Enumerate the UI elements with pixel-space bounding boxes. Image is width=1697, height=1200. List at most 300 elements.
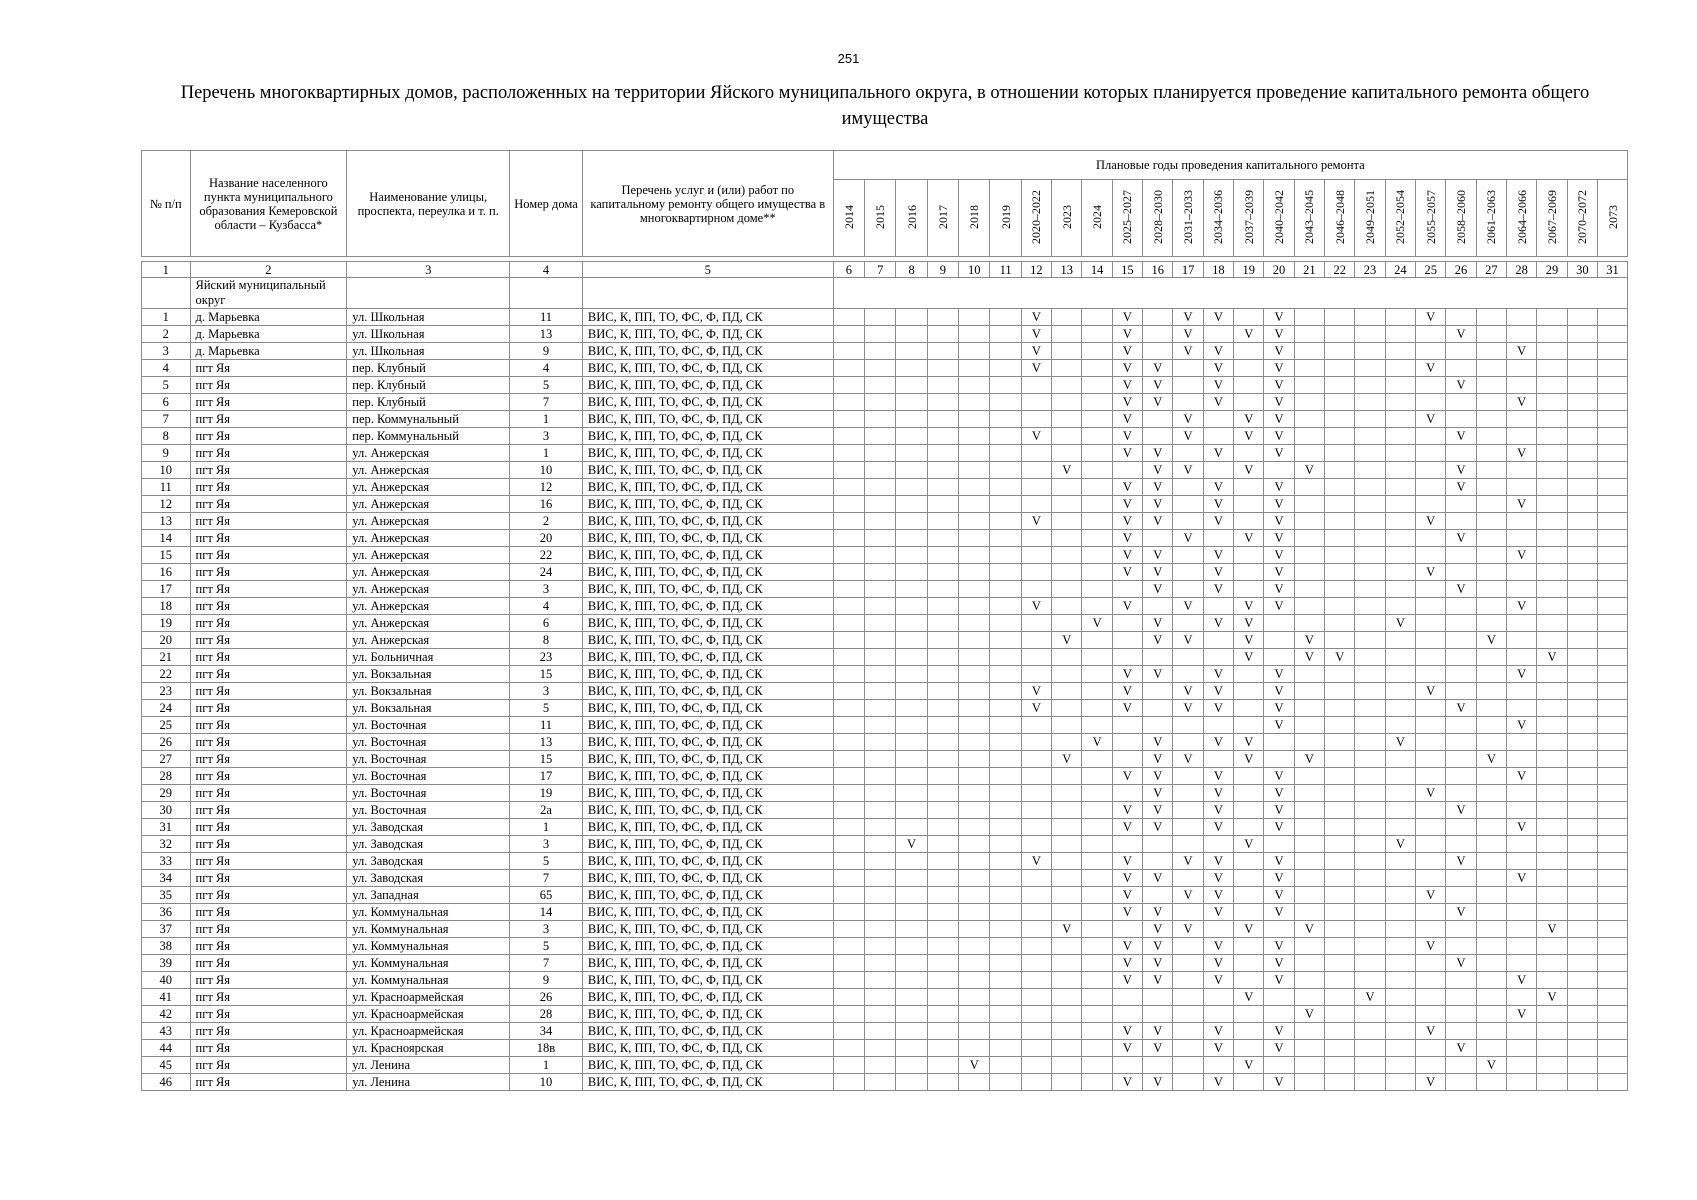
- row-number: 8: [142, 428, 191, 445]
- year-cell: [1355, 734, 1385, 751]
- street-cell: пер. Клубный: [347, 377, 510, 394]
- street-cell: пер. Клубный: [347, 360, 510, 377]
- street-cell: пер. Коммунальный: [347, 411, 510, 428]
- year-cell: [833, 989, 864, 1006]
- year-cell: [1234, 479, 1264, 496]
- year-cell: [865, 1040, 896, 1057]
- year-cell: [1021, 377, 1051, 394]
- year-cell: [1294, 428, 1324, 445]
- row-number: 35: [142, 887, 191, 904]
- row-number: 31: [142, 819, 191, 836]
- year-cell: [1385, 496, 1415, 513]
- year-cell: [1082, 479, 1112, 496]
- year-cell: [1112, 1006, 1142, 1023]
- settlement-cell: пгт Яя: [190, 445, 347, 462]
- services-cell: ВИС, К, ПП, ТО, ФС, Ф, ПД, СК: [582, 836, 833, 853]
- year-cell: [1173, 989, 1203, 1006]
- year-cell: [1476, 887, 1506, 904]
- street-cell: ул. Красноярская: [347, 1040, 510, 1057]
- year-cell: [1507, 904, 1537, 921]
- year-cell: [1294, 564, 1324, 581]
- year-cell: [1446, 445, 1476, 462]
- year-cell: [1082, 904, 1112, 921]
- year-cell: [896, 632, 927, 649]
- year-check-mark: V: [1234, 428, 1264, 445]
- year-cell: [1416, 479, 1446, 496]
- year-cell: [1355, 394, 1385, 411]
- year-cell: [865, 377, 896, 394]
- house-number-cell: 15: [510, 751, 583, 768]
- year-cell: [927, 547, 958, 564]
- year-cell: [1476, 564, 1506, 581]
- year-cell: [1567, 326, 1597, 343]
- house-number-cell: 3: [510, 428, 583, 445]
- year-cell: [1355, 564, 1385, 581]
- year-check-mark: V: [1052, 462, 1082, 479]
- year-cell: [1537, 547, 1567, 564]
- year-check-mark: V: [1234, 462, 1264, 479]
- year-check-mark: V: [1112, 445, 1142, 462]
- year-cell: [833, 581, 864, 598]
- year-cell: [990, 411, 1021, 428]
- year-cell: [1598, 802, 1628, 819]
- year-check-mark: V: [1507, 598, 1537, 615]
- year-cell: [1294, 513, 1324, 530]
- services-cell: ВИС, К, ПП, ТО, ФС, Ф, ПД, СК: [582, 989, 833, 1006]
- year-cell: [1294, 819, 1324, 836]
- year-cell: [1021, 870, 1051, 887]
- year-cell: [1507, 887, 1537, 904]
- year-cell: [1537, 683, 1567, 700]
- year-cell: [1476, 989, 1506, 1006]
- year-check-mark: V: [1203, 309, 1233, 326]
- year-cell: [1021, 1074, 1051, 1091]
- services-cell: ВИС, К, ПП, ТО, ФС, Ф, ПД, СК: [582, 870, 833, 887]
- year-cell: [990, 734, 1021, 751]
- services-cell: ВИС, К, ПП, ТО, ФС, Ф, ПД, СК: [582, 802, 833, 819]
- year-check-mark: V: [1143, 513, 1173, 530]
- year-check-mark: V: [1507, 819, 1537, 836]
- year-cell: [1446, 564, 1476, 581]
- year-cell: [1537, 1023, 1567, 1040]
- year-check-mark: V: [1203, 564, 1233, 581]
- street-cell: пер. Клубный: [347, 394, 510, 411]
- house-number-cell: 12: [510, 479, 583, 496]
- header-year-label: 2025–2027: [1120, 189, 1135, 244]
- year-cell: [1476, 496, 1506, 513]
- year-cell: [1325, 836, 1355, 853]
- year-cell: [1112, 836, 1142, 853]
- year-cell: [1507, 615, 1537, 632]
- house-number-cell: 15: [510, 666, 583, 683]
- year-cell: [1416, 700, 1446, 717]
- header-year: [959, 180, 990, 257]
- year-cell: [1082, 411, 1112, 428]
- house-number-cell: 11: [510, 717, 583, 734]
- year-cell: [833, 513, 864, 530]
- year-cell: [1507, 802, 1537, 819]
- year-cell: [1021, 1023, 1051, 1040]
- year-check-mark: V: [1416, 938, 1446, 955]
- year-cell: [865, 717, 896, 734]
- services-cell: ВИС, К, ПП, ТО, ФС, Ф, ПД, СК: [582, 615, 833, 632]
- year-cell: [896, 394, 927, 411]
- year-cell: [1021, 717, 1051, 734]
- year-cell: [1416, 1040, 1446, 1057]
- year-cell: [1385, 870, 1415, 887]
- table-row: [142, 377, 1628, 394]
- year-check-mark: V: [1203, 343, 1233, 360]
- year-cell: [1355, 309, 1385, 326]
- year-cell: [1476, 615, 1506, 632]
- header-year: [1264, 180, 1294, 257]
- settlement-cell: пгт Яя: [190, 581, 347, 598]
- house-number-cell: 28: [510, 1006, 583, 1023]
- year-cell: [1567, 581, 1597, 598]
- year-cell: [1507, 1040, 1537, 1057]
- year-cell: [1446, 819, 1476, 836]
- year-cell: [1446, 666, 1476, 683]
- year-check-mark: V: [1143, 564, 1173, 581]
- year-cell: [1143, 853, 1173, 870]
- year-cell: [1507, 377, 1537, 394]
- year-cell: [1446, 513, 1476, 530]
- year-cell: [896, 615, 927, 632]
- year-cell: [1476, 377, 1506, 394]
- year-cell: [1294, 938, 1324, 955]
- year-cell: [1173, 802, 1203, 819]
- year-cell: [1355, 1057, 1385, 1074]
- year-check-mark: V: [959, 1057, 990, 1074]
- year-cell: [896, 989, 927, 1006]
- services-cell: ВИС, К, ПП, ТО, ФС, Ф, ПД, СК: [582, 751, 833, 768]
- year-cell: [959, 428, 990, 445]
- year-cell: [1567, 768, 1597, 785]
- year-cell: [1112, 1057, 1142, 1074]
- year-cell: [896, 479, 927, 496]
- year-cell: [1173, 479, 1203, 496]
- settlement-cell: пгт Яя: [190, 513, 347, 530]
- year-cell: [1385, 411, 1415, 428]
- year-check-mark: V: [1203, 377, 1233, 394]
- year-cell: [896, 360, 927, 377]
- year-cell: [1021, 989, 1051, 1006]
- year-cell: [1294, 717, 1324, 734]
- year-cell: [1203, 530, 1233, 547]
- year-check-mark: V: [1021, 598, 1051, 615]
- row-number: 3: [142, 343, 191, 360]
- year-cell: [896, 598, 927, 615]
- settlement-cell: пгт Яя: [190, 615, 347, 632]
- year-cell: [1052, 343, 1082, 360]
- year-cell: [1325, 411, 1355, 428]
- year-cell: [1567, 615, 1597, 632]
- year-cell: [1476, 921, 1506, 938]
- year-cell: [1052, 955, 1082, 972]
- row-number: 11: [142, 479, 191, 496]
- year-check-mark: V: [1173, 309, 1203, 326]
- settlement-cell: д. Марьевка: [190, 343, 347, 360]
- year-cell: [1234, 683, 1264, 700]
- table-row: [142, 326, 1628, 343]
- year-cell: [1507, 734, 1537, 751]
- header-year-label: 2061–2063: [1484, 189, 1499, 244]
- year-check-mark: V: [1203, 581, 1233, 598]
- year-cell: [990, 479, 1021, 496]
- year-cell: [1234, 853, 1264, 870]
- year-cell: [1476, 972, 1506, 989]
- year-cell: [990, 802, 1021, 819]
- year-cell: [1294, 904, 1324, 921]
- year-check-mark: V: [1416, 309, 1446, 326]
- section-label: Яйский муниципальный округ: [190, 278, 347, 309]
- year-cell: [927, 1074, 958, 1091]
- year-cell: [1173, 938, 1203, 955]
- house-number-cell: 5: [510, 853, 583, 870]
- column-number: 7: [865, 262, 896, 278]
- year-cell: [1507, 632, 1537, 649]
- year-cell: [1203, 649, 1233, 666]
- row-number: 23: [142, 683, 191, 700]
- services-cell: ВИС, К, ПП, ТО, ФС, Ф, ПД, СК: [582, 683, 833, 700]
- street-cell: ул. Больничная: [347, 649, 510, 666]
- year-cell: [1476, 1040, 1506, 1057]
- year-check-mark: V: [1173, 700, 1203, 717]
- year-cell: [959, 530, 990, 547]
- header-year-label: 2014: [841, 204, 856, 229]
- year-cell: [1294, 887, 1324, 904]
- year-cell: [1567, 377, 1597, 394]
- year-cell: [1234, 1006, 1264, 1023]
- year-cell: [1355, 717, 1385, 734]
- row-number: 7: [142, 411, 191, 428]
- year-cell: [865, 326, 896, 343]
- year-check-mark: V: [1143, 496, 1173, 513]
- year-cell: [1082, 632, 1112, 649]
- year-check-mark: V: [1112, 513, 1142, 530]
- year-cell: [1082, 496, 1112, 513]
- header-year: [1416, 180, 1446, 257]
- year-cell: [865, 666, 896, 683]
- year-check-mark: V: [1234, 751, 1264, 768]
- house-number-cell: 3: [510, 921, 583, 938]
- year-cell: [865, 343, 896, 360]
- year-cell: [1507, 530, 1537, 547]
- house-number-cell: 1: [510, 445, 583, 462]
- year-cell: [1355, 887, 1385, 904]
- services-cell: ВИС, К, ПП, ТО, ФС, Ф, ПД, СК: [582, 785, 833, 802]
- year-check-mark: V: [1264, 564, 1294, 581]
- year-check-mark: V: [1112, 377, 1142, 394]
- year-cell: [1598, 1040, 1628, 1057]
- house-number-cell: 4: [510, 598, 583, 615]
- header-year-label: 2031–2033: [1181, 189, 1196, 244]
- column-number: 30: [1567, 262, 1597, 278]
- year-cell: [1416, 598, 1446, 615]
- year-cell: [1052, 394, 1082, 411]
- year-cell: [1143, 598, 1173, 615]
- year-cell: [1567, 717, 1597, 734]
- year-cell: [1537, 462, 1567, 479]
- year-cell: [1203, 632, 1233, 649]
- year-check-mark: V: [1143, 819, 1173, 836]
- year-cell: [833, 887, 864, 904]
- year-cell: [1567, 666, 1597, 683]
- column-number: 15: [1112, 262, 1142, 278]
- year-cell: [990, 598, 1021, 615]
- services-cell: ВИС, К, ПП, ТО, ФС, Ф, ПД, СК: [582, 853, 833, 870]
- year-cell: [990, 751, 1021, 768]
- year-cell: [1082, 394, 1112, 411]
- year-cell: [865, 904, 896, 921]
- year-cell: [1476, 445, 1506, 462]
- year-cell: [1112, 785, 1142, 802]
- year-check-mark: V: [1264, 360, 1294, 377]
- house-number-cell: 1: [510, 1057, 583, 1074]
- table-row: [142, 615, 1628, 632]
- year-cell: [1294, 598, 1324, 615]
- year-cell: [990, 581, 1021, 598]
- header-year-label: 2064–2066: [1514, 189, 1529, 244]
- year-cell: [1294, 445, 1324, 462]
- year-cell: [1446, 411, 1476, 428]
- year-cell: [927, 1006, 958, 1023]
- year-cell: [1537, 513, 1567, 530]
- year-cell: [1567, 836, 1597, 853]
- settlement-cell: пгт Яя: [190, 360, 347, 377]
- year-cell: [1021, 581, 1051, 598]
- row-number: 39: [142, 955, 191, 972]
- street-cell: ул. Анжерская: [347, 581, 510, 598]
- year-cell: [1294, 530, 1324, 547]
- header-year-label: 2046–2048: [1332, 189, 1347, 244]
- year-cell: [1082, 1057, 1112, 1074]
- year-cell: [1294, 955, 1324, 972]
- column-number: 10: [959, 262, 990, 278]
- table-row: [142, 479, 1628, 496]
- year-cell: [1476, 394, 1506, 411]
- row-number: 6: [142, 394, 191, 411]
- table-row: [142, 496, 1628, 513]
- year-check-mark: V: [1203, 479, 1233, 496]
- services-cell: ВИС, К, ПП, ТО, ФС, Ф, ПД, СК: [582, 547, 833, 564]
- column-number: 9: [927, 262, 958, 278]
- year-cell: [1264, 1057, 1294, 1074]
- year-cell: [1173, 1023, 1203, 1040]
- year-check-mark: V: [1173, 326, 1203, 343]
- year-cell: [1325, 989, 1355, 1006]
- year-check-mark: V: [1234, 921, 1264, 938]
- year-cell: [1112, 751, 1142, 768]
- street-cell: ул. Восточная: [347, 717, 510, 734]
- year-cell: [1416, 1006, 1446, 1023]
- services-cell: ВИС, К, ПП, ТО, ФС, Ф, ПД, СК: [582, 1006, 833, 1023]
- year-cell: [1325, 666, 1355, 683]
- column-numbers-row: [142, 262, 1628, 278]
- table-row: [142, 751, 1628, 768]
- year-cell: [1021, 768, 1051, 785]
- year-cell: [865, 700, 896, 717]
- column-number: 19: [1234, 262, 1264, 278]
- year-cell: [1416, 972, 1446, 989]
- year-cell: [1476, 598, 1506, 615]
- table-row: [142, 972, 1628, 989]
- row-number: 12: [142, 496, 191, 513]
- year-cell: [865, 632, 896, 649]
- year-cell: [1203, 751, 1233, 768]
- year-cell: [1294, 972, 1324, 989]
- row-number: 15: [142, 547, 191, 564]
- street-cell: ул. Школьная: [347, 309, 510, 326]
- year-check-mark: V: [1264, 1040, 1294, 1057]
- year-cell: [1112, 581, 1142, 598]
- year-cell: [1355, 972, 1385, 989]
- year-cell: [896, 530, 927, 547]
- year-cell: [896, 921, 927, 938]
- settlement-cell: пгт Яя: [190, 1006, 347, 1023]
- year-check-mark: V: [1203, 513, 1233, 530]
- settlement-cell: пгт Яя: [190, 989, 347, 1006]
- year-cell: [1416, 326, 1446, 343]
- year-cell: [1416, 496, 1446, 513]
- section-row: [142, 278, 1628, 309]
- table-row: [142, 649, 1628, 666]
- year-cell: [1598, 326, 1628, 343]
- column-number: 2: [190, 262, 347, 278]
- year-cell: [1294, 479, 1324, 496]
- year-cell: [1355, 666, 1385, 683]
- year-cell: [1234, 717, 1264, 734]
- year-cell: [1264, 632, 1294, 649]
- year-cell: [1325, 445, 1355, 462]
- row-number: 24: [142, 700, 191, 717]
- year-cell: [1537, 581, 1567, 598]
- year-check-mark: V: [1446, 462, 1476, 479]
- year-cell: [1021, 649, 1051, 666]
- services-cell: ВИС, К, ПП, ТО, ФС, Ф, ПД, СК: [582, 309, 833, 326]
- year-cell: [833, 904, 864, 921]
- year-check-mark: V: [1203, 1023, 1233, 1040]
- year-cell: [1173, 649, 1203, 666]
- year-check-mark: V: [1264, 870, 1294, 887]
- year-cell: [1567, 479, 1597, 496]
- year-cell: [865, 989, 896, 1006]
- services-cell: ВИС, К, ПП, ТО, ФС, Ф, ПД, СК: [582, 377, 833, 394]
- year-check-mark: V: [1234, 530, 1264, 547]
- year-check-mark: V: [1021, 309, 1051, 326]
- year-cell: [959, 377, 990, 394]
- services-cell: ВИС, К, ПП, ТО, ФС, Ф, ПД, СК: [582, 462, 833, 479]
- year-cell: [1476, 717, 1506, 734]
- year-check-mark: V: [1203, 802, 1233, 819]
- year-cell: [1355, 700, 1385, 717]
- year-check-mark: V: [1173, 343, 1203, 360]
- year-cell: [1385, 853, 1415, 870]
- column-number: 28: [1507, 262, 1537, 278]
- year-cell: [1203, 462, 1233, 479]
- street-cell: ул. Анжерская: [347, 547, 510, 564]
- services-cell: ВИС, К, ПП, ТО, ФС, Ф, ПД, СК: [582, 445, 833, 462]
- year-cell: [927, 751, 958, 768]
- year-cell: [833, 632, 864, 649]
- street-cell: пер. Коммунальный: [347, 428, 510, 445]
- year-cell: [927, 938, 958, 955]
- year-check-mark: V: [1203, 1074, 1233, 1091]
- header-house: Номер дома: [510, 151, 583, 257]
- year-check-mark: V: [1112, 887, 1142, 904]
- year-cell: [1173, 666, 1203, 683]
- row-number: 33: [142, 853, 191, 870]
